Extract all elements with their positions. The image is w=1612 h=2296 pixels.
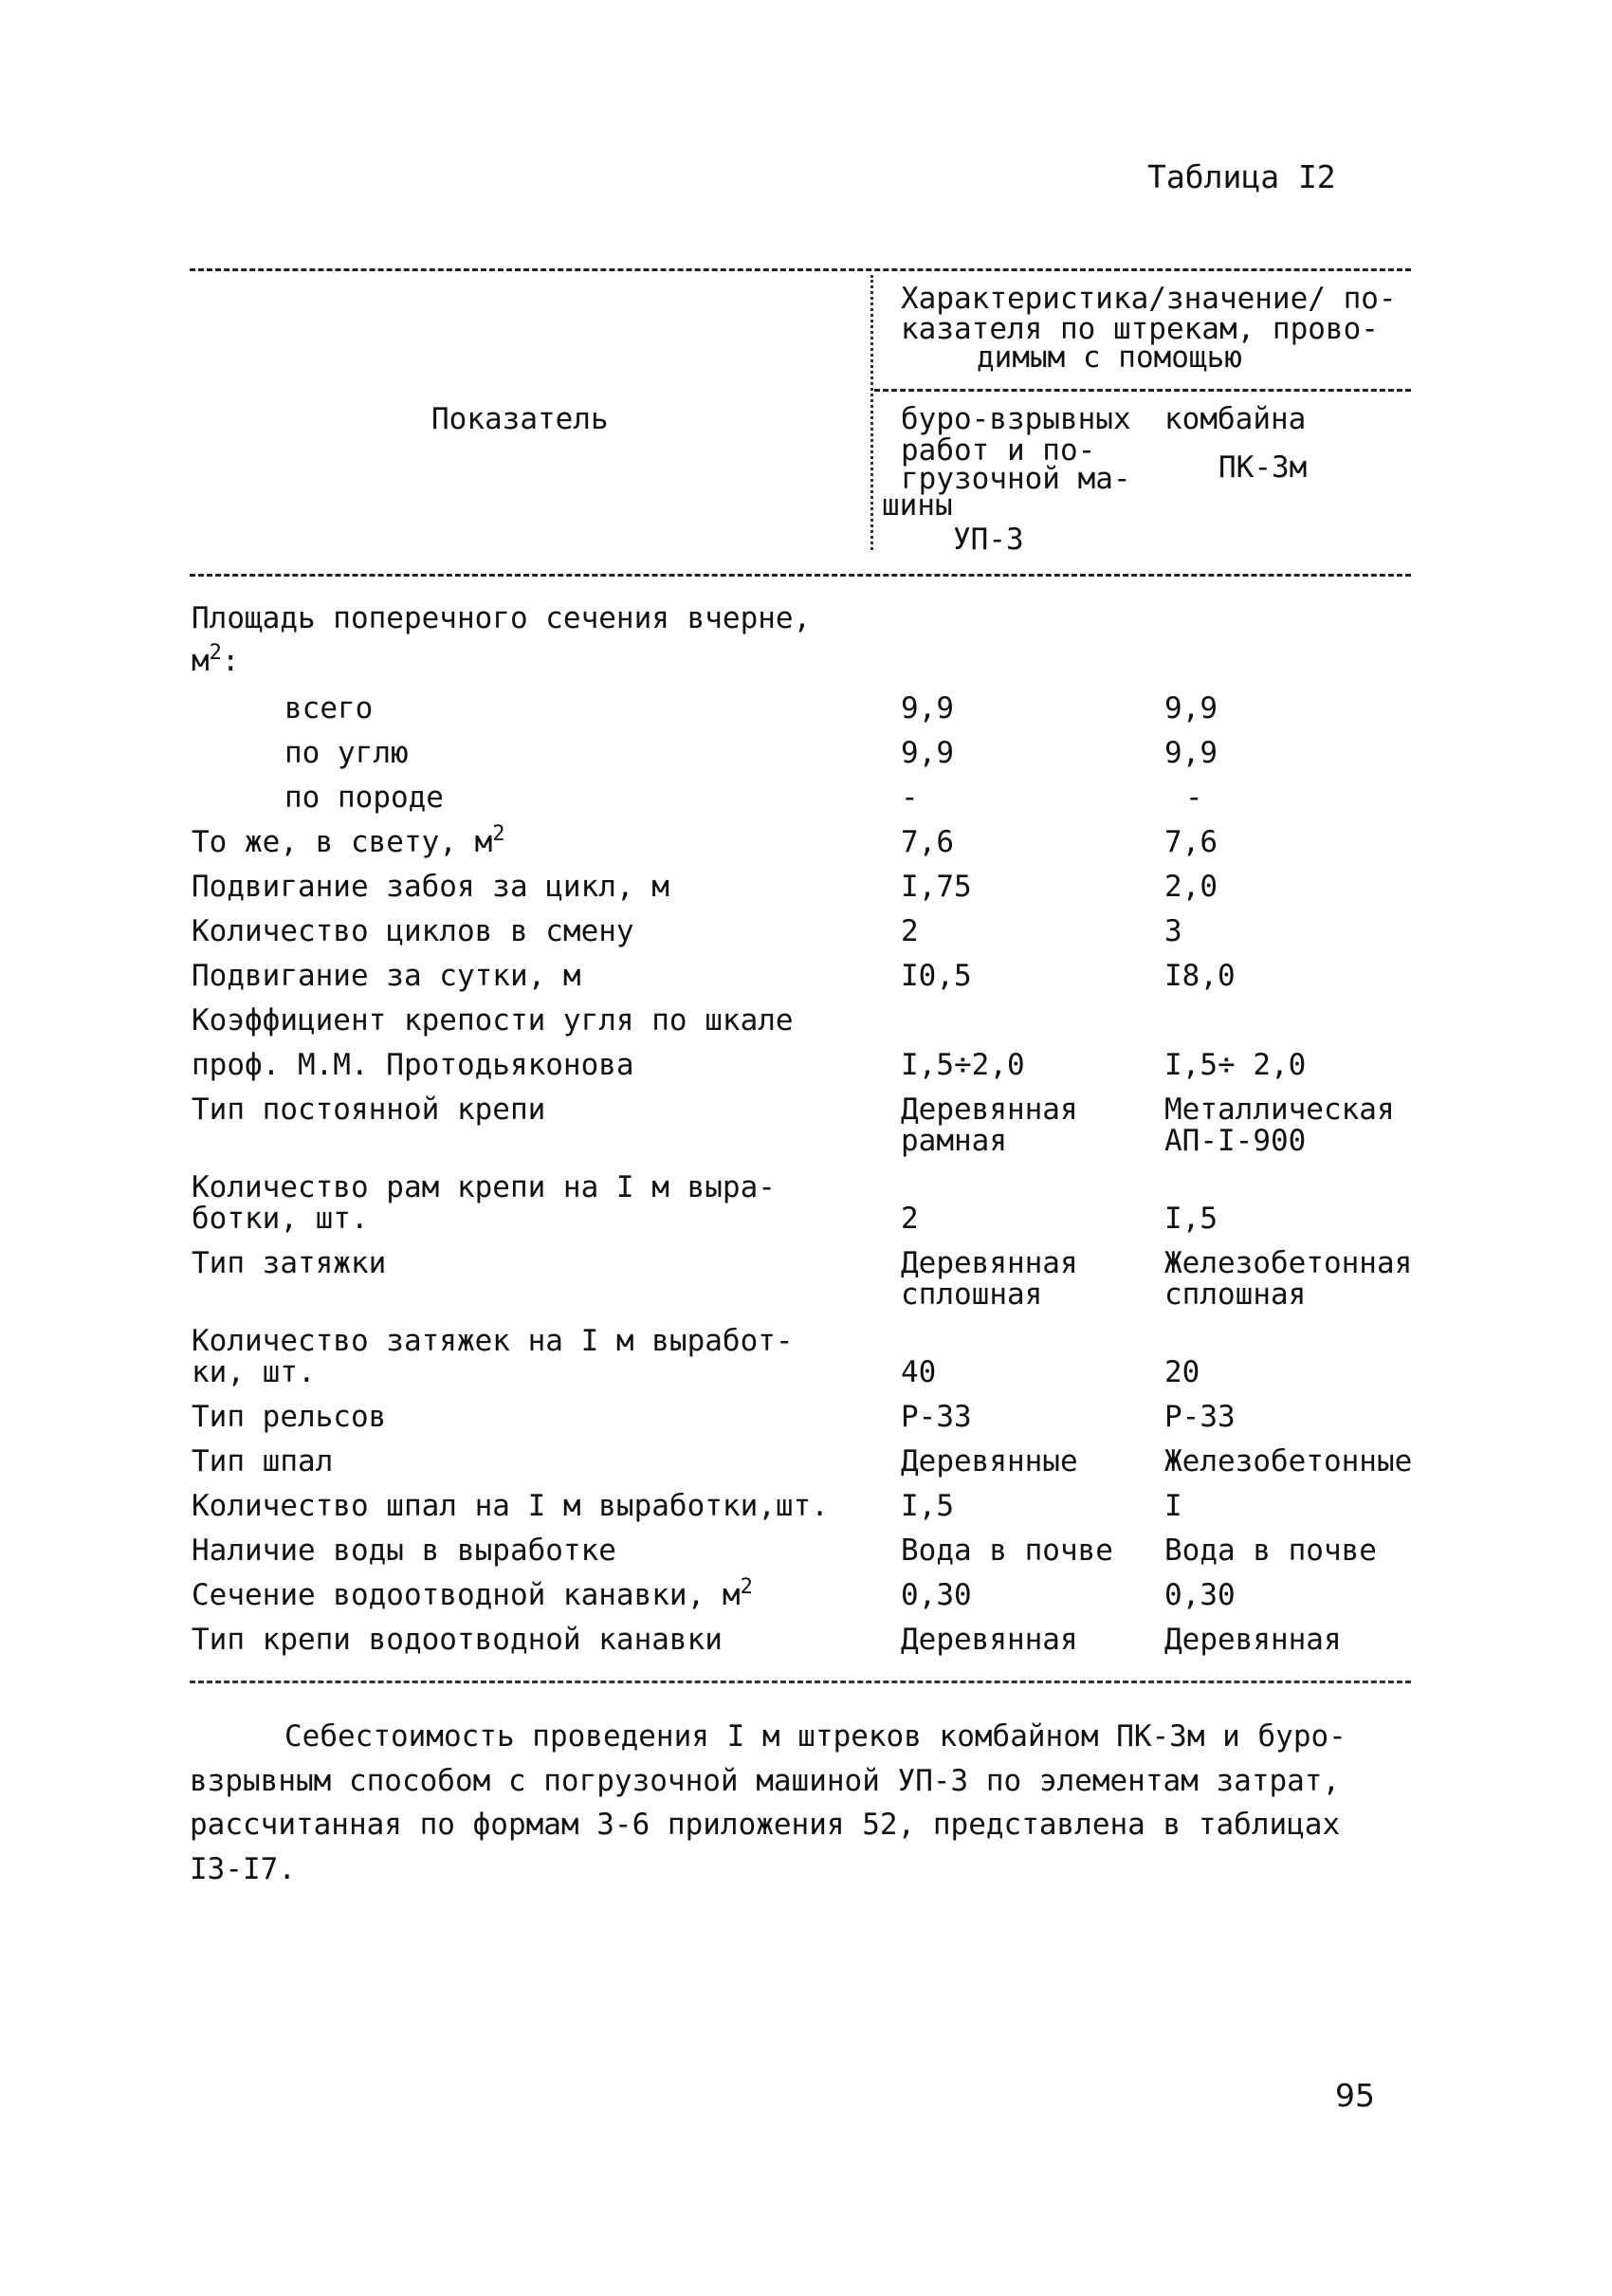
row-value-col2: I,5÷ 2,0 <box>1164 1048 1307 1082</box>
table-row <box>0 1490 1612 1528</box>
row-value-col2: 9,9 <box>1164 691 1218 726</box>
row-label: ботки, шт. <box>192 1202 369 1236</box>
table-row <box>0 1125 1612 1163</box>
header-indicator: Показатель <box>431 402 609 436</box>
header-group-line-3: димым с помощью <box>977 340 1242 375</box>
row-value-col2: 20 <box>1164 1355 1200 1389</box>
row-value-col1: 0,30 <box>901 1578 972 1612</box>
row-label: проф. М.М. Протодьяконова <box>192 1048 634 1082</box>
row-label: Коэффициент крепости угля по шкале <box>192 1003 794 1038</box>
row-label: по породе <box>284 781 444 815</box>
row-value-col1: Вода в почве <box>901 1534 1113 1568</box>
row-value-col1: Деревянная <box>901 1093 1078 1127</box>
row-value-col1: сплошная <box>901 1277 1043 1312</box>
row-label: ки, шт. <box>192 1355 316 1389</box>
row-value-col1: I0,5 <box>901 959 972 993</box>
row-value-col2: сплошная <box>1164 1277 1307 1312</box>
paragraph-line-4: I3-I7. <box>190 1852 296 1886</box>
row-label: Наличие воды в выработке <box>192 1534 616 1568</box>
row-value-col2: 0,30 <box>1164 1578 1236 1612</box>
header-col1-line-4: шины <box>882 488 953 523</box>
header-col1-line-1: буро-взрывных <box>901 402 1131 436</box>
header-group-line-1: Характеристика/значение/ по- <box>901 282 1397 316</box>
table-bottom-rule <box>190 1681 1411 1683</box>
row-label: Тип рельсов <box>192 1400 387 1434</box>
header-subgroup-rule <box>874 389 1411 392</box>
row-value-col1: 40 <box>901 1355 937 1389</box>
header-col1-line-5: УП-3 <box>953 523 1024 557</box>
table-row <box>0 692 1612 730</box>
header-bottom-rule <box>190 574 1411 577</box>
header-col1-line-2: работ и по- <box>901 433 1096 468</box>
table-row <box>0 1278 1612 1316</box>
row-value-col1: рамная <box>901 1124 1007 1158</box>
table-title: Таблица I2 <box>1147 158 1336 195</box>
table-row <box>0 1203 1612 1240</box>
paragraph-line-1: Себестоимость проведения I м штреков комбайном ПК-3м и буро- <box>284 1719 1346 1754</box>
table-row <box>0 871 1612 909</box>
row-value-col1: Деревянная <box>901 1623 1078 1657</box>
row-value-col2: I,5 <box>1164 1202 1218 1236</box>
table-row <box>0 781 1612 819</box>
row-value-col2: I <box>1164 1489 1182 1523</box>
row-value-col1: Р-33 <box>901 1400 972 1434</box>
row-value-col2: Р-33 <box>1164 1400 1236 1434</box>
row-label: Количество рам крепи на I м выра- <box>192 1170 776 1204</box>
row-label: по углю <box>284 736 409 770</box>
top-rule <box>190 268 1411 271</box>
header-col1-line-3: грузочной ма- <box>901 462 1131 496</box>
header-column-separator <box>870 275 873 550</box>
row-value-col2: 3 <box>1164 914 1182 948</box>
row-value-col2: АП-I-900 <box>1164 1124 1307 1158</box>
row-label: Тип постоянной крепи <box>192 1093 546 1127</box>
table-row <box>0 822 1612 864</box>
header-group-line-2: казателя по штрекам, прово- <box>901 312 1379 346</box>
row-label: Сечение водоотводной канавки, $м^2$ <box>192 1575 753 1612</box>
row-value-col1: Деревянная <box>901 1246 1078 1280</box>
row-value-col1: 7,6 <box>901 825 954 859</box>
row-label: Тип крепи водоотводной канавки <box>192 1623 723 1657</box>
row-value-col2: - <box>1185 781 1203 815</box>
table-row <box>0 1534 1612 1572</box>
row-value-col1: I,5÷2,0 <box>901 1048 1025 1082</box>
row-value-col2: Деревянная <box>1164 1623 1342 1657</box>
table-row <box>0 1004 1612 1042</box>
header-col2-line-2: ПК-3м <box>1218 450 1308 485</box>
table-row <box>0 1356 1612 1394</box>
table-row <box>0 1575 1612 1617</box>
table-row <box>0 1624 1612 1662</box>
table-row <box>0 737 1612 775</box>
row-label: Количество затяжек на I м выработ- <box>192 1324 794 1358</box>
table-row <box>0 915 1612 953</box>
paragraph-line-2: взрывным способом с погрузочной машиной УП-3 по элементам затрат, <box>190 1764 1341 1798</box>
row-value-col2: I8,0 <box>1164 959 1236 993</box>
row-value-col1: 9,9 <box>901 691 954 726</box>
row-value-col2: Вода в почве <box>1164 1534 1377 1568</box>
row-value-col2: Железобетонные <box>1164 1444 1413 1479</box>
row-value-col2: 9,9 <box>1164 736 1218 770</box>
row-value-col1: 9,9 <box>901 736 954 770</box>
row-label: Тип затяжки <box>192 1246 387 1280</box>
row-label: Тип шпал <box>192 1444 334 1479</box>
table-row <box>0 1445 1612 1483</box>
row-value-col2: Металлическая <box>1164 1093 1395 1127</box>
row-value-col1: 2 <box>901 1202 919 1236</box>
row-value-col1: I,75 <box>901 870 972 904</box>
row-value-col2: 7,6 <box>1164 825 1218 859</box>
row-value-col1: - <box>901 781 919 815</box>
row-label: Подвигание забоя за цикл, м <box>192 870 669 904</box>
row-value-col1: I,5 <box>901 1489 954 1523</box>
row-value-col2: 2,0 <box>1164 870 1218 904</box>
page-number: 95 <box>1335 2077 1375 2114</box>
section-area-line-2: $м^2$: <box>192 641 240 678</box>
header-col2-line-1: комбайна <box>1164 402 1307 436</box>
row-value-col1: 2 <box>901 914 919 948</box>
row-label: всего <box>284 691 374 726</box>
row-label: Количество циклов в смену <box>192 914 634 948</box>
table-row <box>0 1049 1612 1087</box>
row-label: То же, в свету, $м^2$ <box>192 822 505 859</box>
row-label: Подвигание за сутки, м <box>192 959 581 993</box>
table-row <box>0 1401 1612 1439</box>
row-value-col1: Деревянные <box>901 1444 1078 1479</box>
row-value-col2: Железобетонная <box>1164 1246 1413 1280</box>
table-row <box>0 960 1612 998</box>
row-label: Количество шпал на I м выработки,шт. <box>192 1489 829 1523</box>
section-area-line-1: Площадь поперечного сечения вчерне, <box>192 601 812 635</box>
paragraph-line-3: рассчитанная по формам 3-6 приложения 52, представлена в таблицах <box>190 1808 1341 1842</box>
